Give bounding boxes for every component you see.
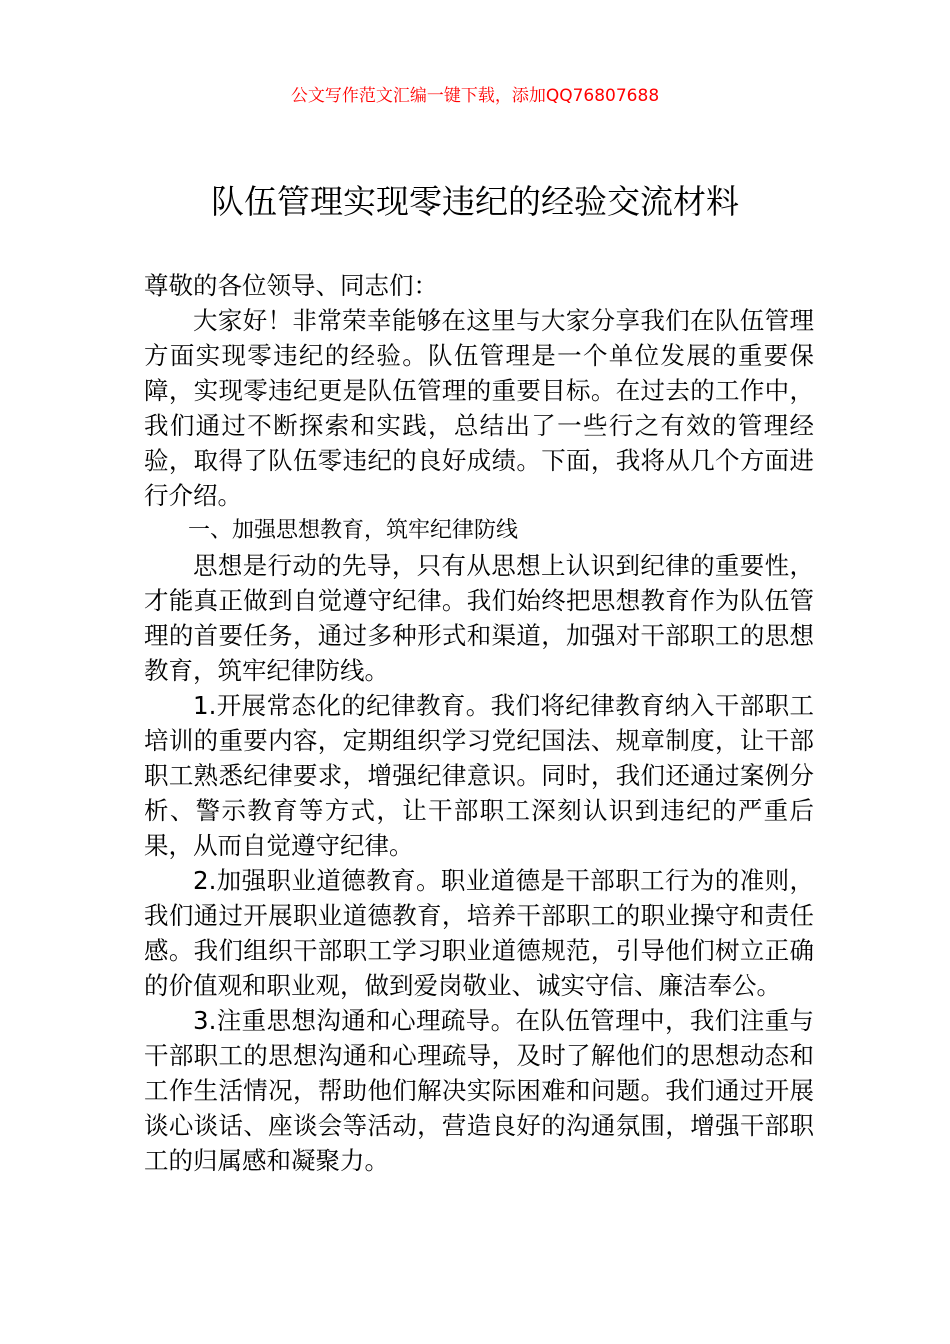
paragraph-item-3: 3.注重思想沟通和心理疏导。在队伍管理中，我们注重与干部职工的思想沟通和心理疏导，及时了解他们的思想动态和工作生活情况，帮助他们解决实际困难和问题。我们通过开展谈心谈话、座谈会等活动，营造良好的沟通氛围，增强干部职工的归属感和凝聚力。: [144, 1006, 814, 1175]
section-heading-1: 一、加强思想教育，筑牢纪律防线: [188, 518, 519, 543]
header-note: 公文写作范文汇编一键下载，添加QQ76807688: [290, 86, 660, 106]
paragraph-section-1: 思想是行动的先导，只有从思想上认识到纪律的重要性，才能真正做到自觉遵守纪律。我们始终把思想教育作为队伍管理的首要任务，通过多种形式和渠道，加强对干部职工的思想教育，筑牢纪律防线。: [144, 551, 814, 685]
salutation: 尊敬的各位领导、同志们：: [144, 271, 438, 300]
document-body: [144, 268, 814, 1178]
paragraph-item-2: 2.加强职业道德教育。职业道德是干部职工行为的准则，我们通过开展职业道德教育，培养干部职工的职业操守和责任感。我们组织干部职工学习职业道德规范，引导他们树立正确的价值观和职业观，做到爱岗敬业、诚实守信、廉洁奉公。: [144, 866, 814, 1000]
document-title: 队伍管理实现零违纪的经验交流材料: [211, 182, 739, 221]
paragraph-item-1: 1.开展常态化的纪律教育。我们将纪律教育纳入干部职工培训的重要内容，定期组织学习党纪国法、规章制度，让干部职工熟悉纪律要求，增强纪律意识。同时，我们还通过案例分析、警示教育等方式，让干部职工深刻认识到违纪的严重后果，从而自觉遵守纪律。: [144, 691, 814, 860]
paragraph-intro: 大家好！非常荣幸能够在这里与大家分享我们在队伍管理方面实现零违纪的经验。队伍管理是一个单位发展的重要保障，实现零违纪更是队伍管理的重要目标。在过去的工作中，我们通过不断探索和实践，总结出了一些行之有效的管理经验，取得了队伍零违纪的良好成绩。下面，我将从几个方面进行介绍。: [144, 306, 814, 510]
